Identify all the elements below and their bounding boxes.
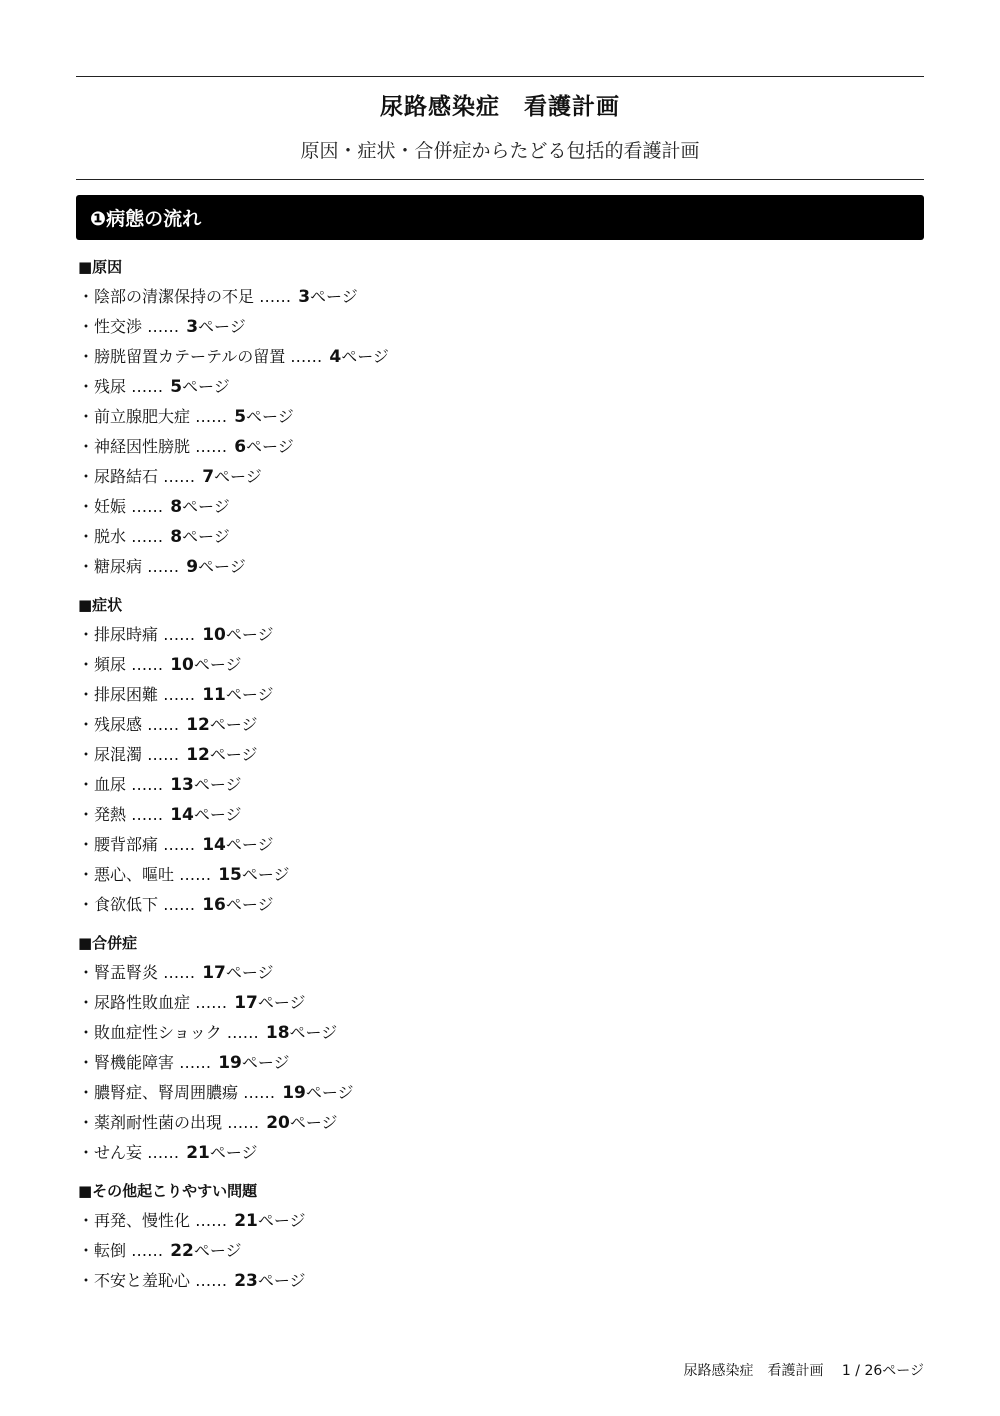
item-bullet: ・ — [78, 407, 95, 426]
item-bullet: ・ — [78, 1211, 95, 1230]
item-leader: …… — [174, 1053, 217, 1072]
toc-group — [78, 1178, 918, 1296]
item-leader: …… — [142, 715, 185, 734]
item-label: 薬剤耐性菌の出現 — [94, 1113, 223, 1132]
toc-item[interactable] — [78, 830, 918, 860]
toc-item[interactable] — [78, 282, 918, 312]
item-page-unit: ページ — [289, 1023, 338, 1042]
item-page-unit: ページ — [198, 557, 246, 576]
item-bullet: ・ — [78, 317, 95, 336]
toc-item[interactable] — [78, 740, 918, 770]
group-heading: ■症状 — [78, 596, 123, 614]
item-page-unit: ページ — [257, 1271, 306, 1290]
item-page-unit: ページ — [209, 715, 258, 734]
item-page-number: 5 — [234, 407, 247, 427]
item-leader: …… — [126, 805, 169, 824]
toc-item[interactable] — [78, 620, 918, 650]
item-bullet: ・ — [78, 993, 95, 1012]
toc-group — [78, 930, 918, 1168]
toc-item[interactable] — [78, 1108, 918, 1138]
toc-item[interactable] — [78, 800, 918, 830]
toc-item[interactable] — [78, 1266, 918, 1296]
item-label: 尿路性敗血症 — [94, 993, 191, 1012]
toc-group — [78, 254, 918, 582]
item-leader: …… — [190, 1211, 233, 1230]
item-leader: …… — [142, 1143, 185, 1162]
item-page-number: 8 — [170, 497, 183, 517]
item-label: 食欲低下 — [94, 895, 159, 914]
item-page-number: 19 — [218, 1053, 242, 1073]
toc-item[interactable] — [78, 680, 918, 710]
item-page-number: 12 — [186, 715, 210, 735]
toc-item[interactable] — [78, 1018, 918, 1048]
item-bullet: ・ — [78, 835, 95, 854]
item-bullet: ・ — [78, 655, 95, 674]
item-page-number: 5 — [170, 377, 183, 397]
item-page-unit: ページ — [241, 1053, 290, 1072]
item-page-unit: ページ — [225, 625, 274, 644]
toc-item[interactable] — [78, 650, 918, 680]
toc-item[interactable] — [78, 1138, 918, 1168]
page-title: 尿路感染症 看護計画 — [380, 94, 620, 120]
item-bullet: ・ — [78, 497, 95, 516]
item-page-unit: ページ — [193, 655, 242, 674]
item-leader: …… — [126, 1241, 169, 1260]
page-footer: 尿路感染症 看護計画 1 / 26ページ — [683, 1363, 924, 1379]
item-label: 腎盂腎炎 — [94, 963, 159, 982]
item-label: 尿混濁 — [94, 745, 143, 764]
item-label: 排尿困難 — [94, 685, 159, 704]
item-page-number: 16 — [202, 895, 226, 915]
item-leader: …… — [222, 1113, 265, 1132]
page-subtitle: 原因・症状・合併症からたどる包括的看護計画 — [300, 140, 700, 162]
item-leader: …… — [158, 467, 201, 486]
item-page-unit: ページ — [225, 963, 274, 982]
item-label: せん妄 — [94, 1143, 143, 1162]
item-page-number: 17 — [202, 963, 226, 983]
group-heading: ■合併症 — [78, 934, 138, 952]
item-bullet: ・ — [78, 467, 95, 486]
toc-item[interactable] — [78, 552, 918, 582]
item-page-unit: ページ — [182, 497, 230, 516]
item-leader: …… — [142, 557, 185, 576]
item-bullet: ・ — [78, 715, 95, 734]
item-bullet: ・ — [78, 1023, 95, 1042]
item-page-number: 14 — [202, 835, 226, 855]
item-bullet: ・ — [78, 685, 95, 704]
item-page-unit: ページ — [246, 437, 294, 456]
item-bullet: ・ — [78, 527, 95, 546]
item-label: 排尿時痛 — [94, 625, 159, 644]
item-label: 敗血症性ショック — [94, 1023, 222, 1042]
item-page-number: 10 — [170, 655, 194, 675]
item-leader: …… — [285, 347, 328, 366]
item-leader: …… — [190, 1271, 233, 1290]
item-label: 性交渉 — [94, 317, 143, 336]
toc-item[interactable] — [78, 402, 918, 432]
item-label: 尿路結石 — [94, 467, 159, 486]
item-leader: …… — [158, 963, 201, 982]
item-leader: …… — [254, 287, 297, 306]
item-bullet: ・ — [78, 1241, 95, 1260]
item-page-unit: ページ — [257, 1211, 306, 1230]
item-page-number: 13 — [170, 775, 194, 795]
item-page-unit: ページ — [246, 407, 294, 426]
header-bottom-rule — [76, 179, 924, 180]
item-label: 糖尿病 — [94, 557, 143, 576]
toc-item[interactable] — [78, 372, 918, 402]
item-leader: …… — [190, 437, 233, 456]
item-bullet: ・ — [78, 805, 95, 824]
group-heading: ■その他起こりやすい問題 — [78, 1182, 258, 1200]
item-page-unit: ページ — [289, 1113, 338, 1132]
item-page-unit: ページ — [305, 1083, 354, 1102]
item-leader: …… — [221, 1023, 264, 1042]
item-page-number: 20 — [266, 1113, 290, 1133]
item-bullet: ・ — [78, 557, 95, 576]
item-leader: …… — [142, 745, 185, 764]
item-page-unit: ページ — [214, 467, 262, 486]
top-rule — [76, 76, 924, 77]
toc-list — [78, 254, 918, 1306]
item-leader: …… — [126, 377, 169, 396]
item-label: 残尿 — [94, 377, 127, 396]
item-leader: …… — [190, 407, 233, 426]
item-page-unit: ページ — [257, 993, 306, 1012]
item-page-number: 14 — [170, 805, 194, 825]
item-page-number: 6 — [234, 437, 247, 457]
toc-item[interactable] — [78, 432, 918, 462]
item-label: 陰部の清潔保持の不足 — [94, 287, 255, 306]
item-label: 不安と羞恥心 — [94, 1271, 191, 1290]
item-page-unit: ページ — [209, 1143, 258, 1162]
item-label: 発熱 — [94, 805, 127, 824]
item-page-number: 4 — [329, 347, 342, 367]
item-page-number: 7 — [202, 467, 215, 487]
item-page-number: 15 — [218, 865, 242, 885]
toc-item[interactable] — [78, 890, 918, 920]
item-label: 前立腺肥大症 — [94, 407, 191, 426]
item-leader: …… — [126, 497, 169, 516]
item-page-unit: ページ — [241, 865, 290, 884]
item-label: 腎機能障害 — [94, 1053, 175, 1072]
item-label: 残尿感 — [94, 715, 143, 734]
item-leader: …… — [126, 527, 169, 546]
item-page-number: 9 — [186, 557, 199, 577]
item-page-number: 17 — [234, 993, 258, 1013]
item-page-number: 11 — [202, 685, 226, 705]
item-bullet: ・ — [78, 745, 95, 764]
toc-item[interactable] — [78, 958, 918, 988]
item-leader: …… — [126, 655, 169, 674]
item-label: 再発、慢性化 — [94, 1211, 191, 1230]
section-header — [76, 195, 924, 240]
item-page-unit: ページ — [225, 685, 274, 704]
item-page-unit: ページ — [198, 317, 246, 336]
item-label: 腰背部痛 — [94, 835, 159, 854]
item-bullet: ・ — [78, 1083, 95, 1102]
group-heading: ■原因 — [78, 258, 123, 276]
item-label: 妊娠 — [94, 497, 127, 516]
item-leader: …… — [158, 625, 201, 644]
item-label: 血尿 — [94, 775, 127, 794]
item-label: 転倒 — [94, 1241, 127, 1260]
item-bullet: ・ — [78, 1271, 95, 1290]
section-title: ❶病態の流れ — [90, 208, 202, 230]
item-page-number: 19 — [282, 1083, 306, 1103]
item-page-unit: ページ — [225, 835, 274, 854]
item-bullet: ・ — [78, 437, 95, 456]
toc-item[interactable] — [78, 1206, 918, 1236]
toc-item[interactable] — [78, 342, 918, 372]
item-leader: …… — [174, 865, 217, 884]
item-bullet: ・ — [78, 377, 95, 396]
item-page-unit: ページ — [209, 745, 258, 764]
item-bullet: ・ — [78, 625, 95, 644]
item-label: 頻尿 — [94, 655, 127, 674]
item-page-number: 22 — [170, 1241, 194, 1261]
item-page-number: 10 — [202, 625, 226, 645]
toc-item[interactable] — [78, 462, 918, 492]
item-bullet: ・ — [78, 775, 95, 794]
item-label: 脱水 — [94, 527, 127, 546]
toc-item[interactable] — [78, 710, 918, 740]
toc-item[interactable] — [78, 770, 918, 800]
item-bullet: ・ — [78, 1113, 95, 1132]
item-label: 膀胱留置カテーテルの留置 — [94, 347, 286, 366]
item-leader: …… — [158, 835, 201, 854]
item-page-number: 3 — [186, 317, 199, 337]
item-page-unit: ページ — [182, 377, 230, 396]
item-bullet: ・ — [78, 865, 95, 884]
toc-item[interactable] — [78, 860, 918, 890]
item-bullet: ・ — [78, 1053, 95, 1072]
item-bullet: ・ — [78, 347, 95, 366]
item-page-number: 18 — [265, 1023, 290, 1043]
item-page-unit: ページ — [193, 805, 242, 824]
item-page-unit: ページ — [193, 1241, 242, 1260]
item-page-number: 21 — [234, 1211, 258, 1231]
item-leader: …… — [158, 895, 201, 914]
item-page-unit: ページ — [193, 775, 242, 794]
toc-item[interactable] — [78, 1078, 918, 1108]
item-label: 悪心、嘔吐 — [94, 865, 175, 884]
item-leader: …… — [238, 1083, 281, 1102]
item-page-unit: ページ — [310, 287, 358, 306]
item-page-unit: ページ — [182, 527, 230, 546]
toc-item[interactable] — [78, 492, 918, 522]
item-bullet: ・ — [78, 287, 95, 306]
item-bullet: ・ — [78, 1143, 95, 1162]
toc-item[interactable] — [78, 312, 918, 342]
item-bullet: ・ — [78, 963, 95, 982]
item-leader: …… — [190, 993, 233, 1012]
toc-item[interactable] — [78, 1236, 918, 1266]
toc-item[interactable] — [78, 1048, 918, 1078]
item-page-number: 8 — [170, 527, 183, 547]
toc-item[interactable] — [78, 522, 918, 552]
item-leader: …… — [126, 775, 169, 794]
item-page-unit: ページ — [225, 895, 274, 914]
item-label: 膿腎症、腎周囲膿瘍 — [94, 1083, 239, 1102]
item-leader: …… — [142, 317, 185, 336]
item-page-unit: ページ — [341, 347, 389, 366]
item-bullet: ・ — [78, 895, 95, 914]
item-page-number: 21 — [186, 1143, 210, 1163]
item-page-number: 12 — [186, 745, 210, 765]
item-label: 神経因性膀胱 — [94, 437, 191, 456]
item-leader: …… — [158, 685, 201, 704]
toc-group — [78, 592, 918, 920]
item-page-number: 3 — [298, 287, 311, 307]
toc-item[interactable] — [78, 988, 918, 1018]
item-page-number: 23 — [234, 1271, 258, 1291]
